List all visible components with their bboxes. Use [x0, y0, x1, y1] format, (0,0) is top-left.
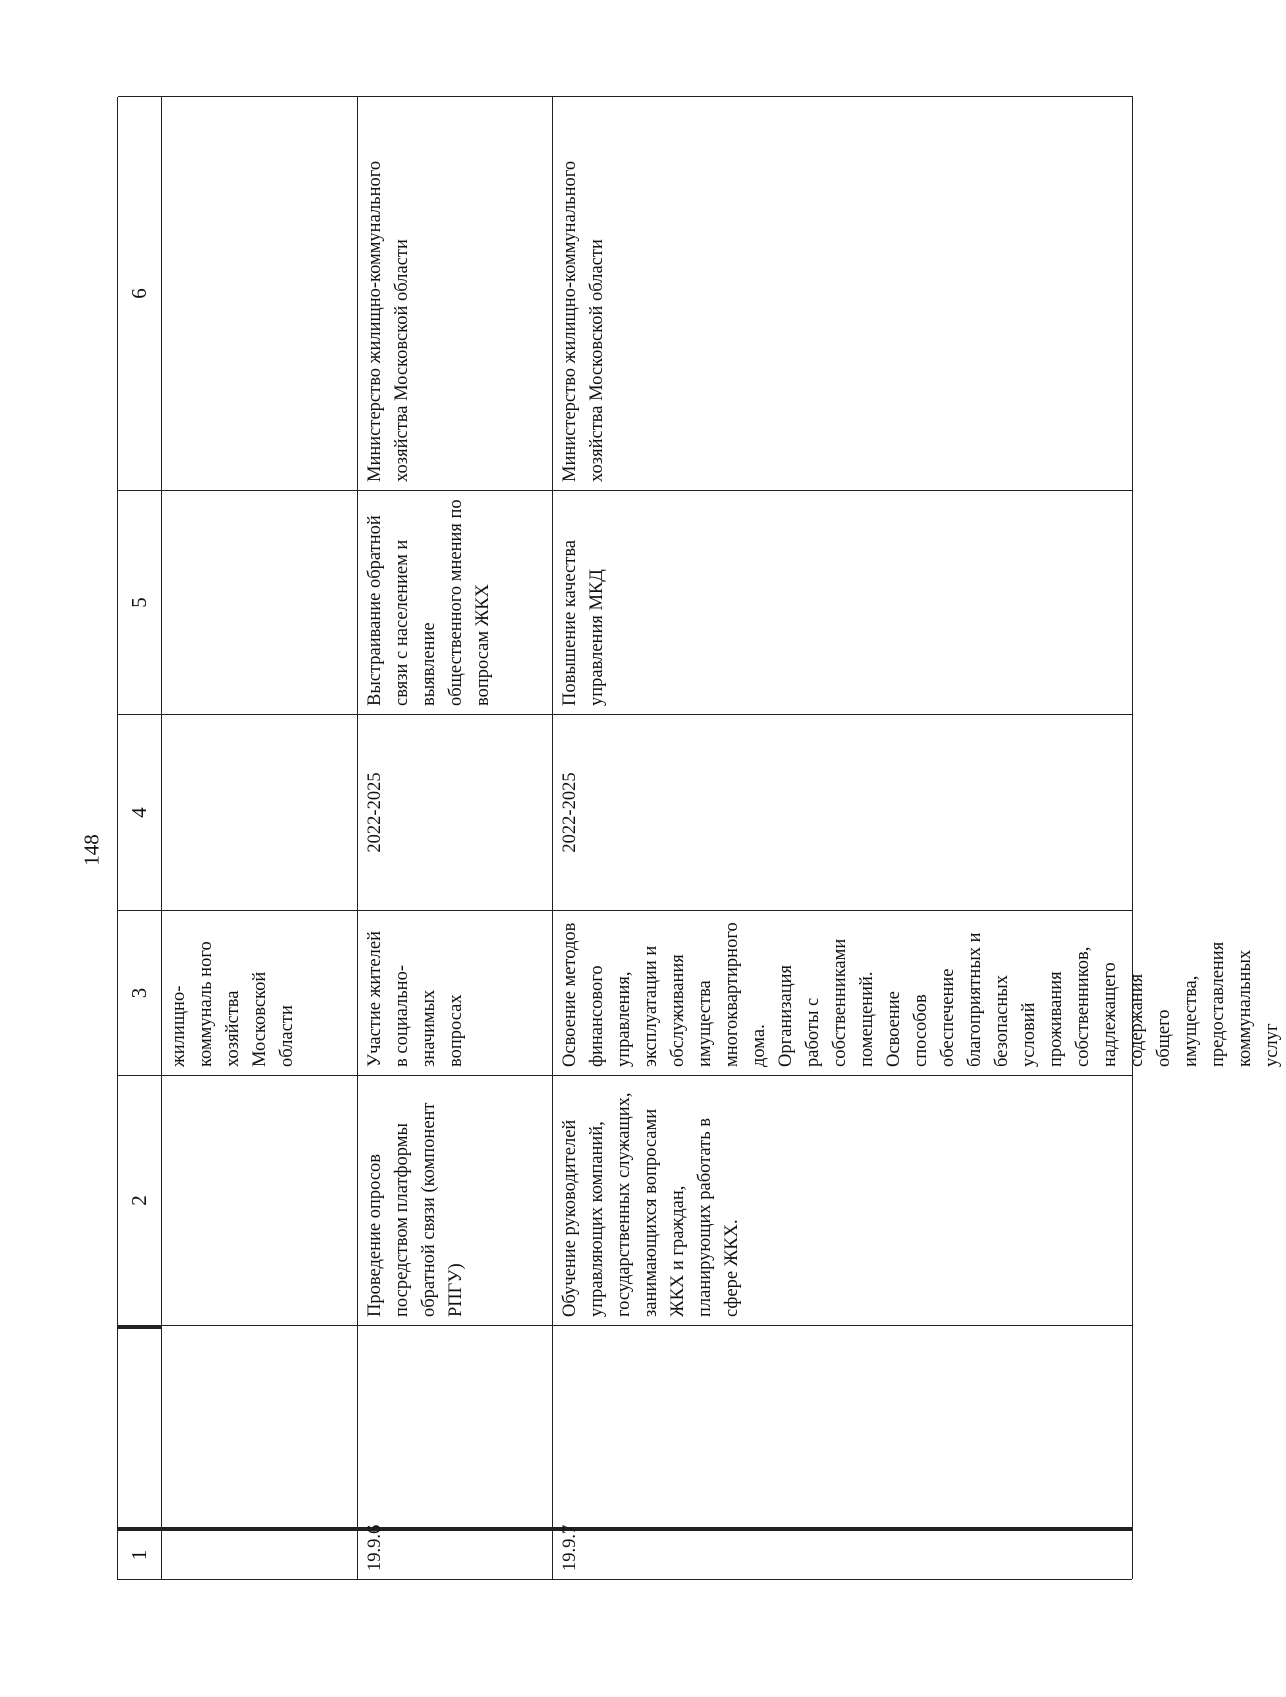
row-2-responsible: Министерство жилищно-коммунального хозяйства Московской области	[553, 96, 1133, 490]
row-1-gap	[358, 1325, 553, 1527]
row-1-responsible: Министерство жилищно-коммунального хозяйства Московской области	[358, 96, 553, 490]
row-1-content: Участие жителей в социально-значимых вопросах	[358, 910, 553, 1075]
row-1-activity: Проведение опросов посредством платформы обратной связи (компонент РПГУ)	[358, 1075, 553, 1325]
row-1-num: 19.9.6	[358, 1527, 553, 1579]
row-2-num: 19.9.7	[553, 1527, 1133, 1579]
header-divider-gap	[118, 1325, 162, 1527]
row-2-result: Повышение качества управления МКД	[553, 490, 1133, 714]
row-0-content: жилищно-коммуналь ного хозяйства Московской области	[162, 910, 358, 1075]
page-number-text: 148	[79, 834, 104, 866]
row-0-period	[162, 714, 358, 910]
row-2-gap	[553, 1325, 1133, 1527]
column-header-3: 3	[118, 910, 162, 1075]
column-header-2: 2	[118, 1075, 162, 1325]
row-2-activity: Обучение руководителей управляющих компаний, государственных служащих, занимающихся вопросами ЖКХ и граждан, планирующих работать в сфере ЖКХ.	[553, 1075, 1133, 1325]
row-1-result: Выстраивание обратной связи с населением и выявление общественного мнения по вопросам ЖКХ	[358, 490, 553, 714]
column-header-1: 1	[118, 1527, 162, 1579]
measures-table	[117, 97, 1282, 1580]
column-header-6: 6	[118, 96, 162, 490]
row-2-period: 2022-2025	[553, 714, 1133, 910]
row-1-period: 2022-2025	[358, 714, 553, 910]
row-0-num	[162, 1527, 358, 1579]
row-0-gap	[162, 1325, 358, 1527]
row-0-result	[162, 490, 358, 714]
row-0-activity	[162, 1075, 358, 1325]
row-0-responsible	[162, 96, 358, 490]
column-header-5: 5	[118, 490, 162, 714]
column-header-4: 4	[118, 714, 162, 910]
row-2-content: Освоение методов финансового управления, эксплуатации и обслуживания имущества многоквартирного дома. Организация работы с собственниками помещений. Освоение способов обеспечение благоприятных и безопасных условий проживания собственников, надлежащего содержания общего имущества, предоставления коммунальных услуг	[553, 910, 1133, 1075]
